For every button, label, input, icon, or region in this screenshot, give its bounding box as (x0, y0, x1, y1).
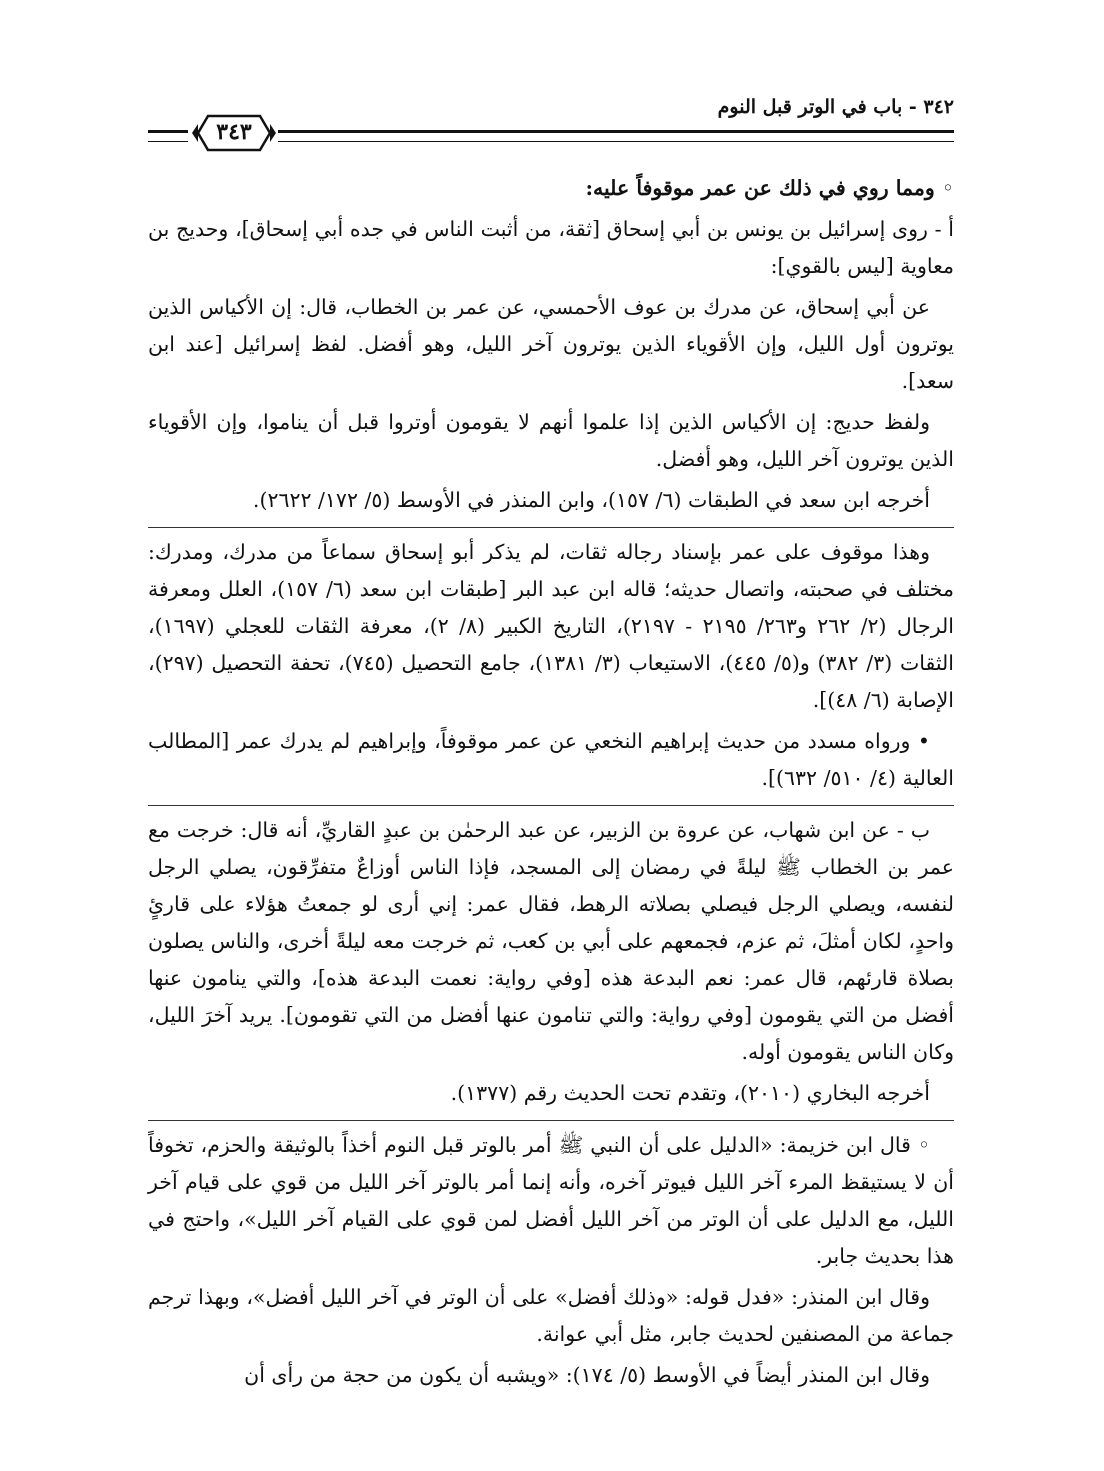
paragraph-item-alif: أ - روى إسرائيل بن يونس بن أبي إسحاق [ثقة، من أثبت الناس في جده أبي إسحاق]، وحديج بن معاوية [ليس بالقوي]: (148, 217, 954, 278)
header-rule-left (148, 130, 188, 142)
page-header (148, 92, 954, 152)
paragraph-musaddad: • ورواه مسدد من حديث إبراهيم النخعي عن عمر موقوفاً، وإبراهيم لم يدرك عمر [المطالب العالية (٤/ ٥١٠/ ٦٣٢)]. (148, 729, 954, 790)
paragraph-takhrij-bukhari: أخرجه البخاري (٢٠١٠)، وتقدم تحت الحديث رقم (١٣٧٧). (450, 1081, 930, 1105)
section-divider-2 (148, 805, 954, 806)
paragraph-hadij-wording: ولفظ حديج: إن الأكياس الذين إذا علموا أنهم لا يقومون أوتروا قبل أن يناموا، وإن الأقوياء الذين يوترون آخر الليل، وهو أفضل. (148, 410, 954, 471)
section-divider (148, 527, 954, 528)
chapter-title: ٣٤٢ - باب في الوتر قبل النوم (717, 96, 954, 118)
page-number-badge (188, 110, 280, 156)
paragraph-ibn-khuzaymah: ◦ قال ابن خزيمة: «الدليل على أن النبي ﷺ أمر بالوتر قبل النوم أخذاً بالوثيقة والحزم، تخوفاً أن لا يستيقظ المرء آخر الليل فيوتر آخره، وأنه إنما أمر بالوتر آخر الليل من قوي على قيام آخر الليل، مع الدليل على أن الوتر من آخر الليل أفضل لمن قوي على القيام آخر الليل»، واحتج في هذا بحديث جابر. (148, 1133, 954, 1268)
paragraph-isnad: عن أبي إسحاق، عن مدرك بن عوف الأحمسي، عن عمر بن الخطاب، قال: إن الأكياس الذين يوترون أول الليل، وإن الأقوياء الذين يوترون آخر الليل، وهو أفضل. لفظ إسرائيل [عند ابن سعد]. (148, 295, 954, 393)
page-number: ٣٤٣ (216, 119, 252, 145)
paragraph-item-ba: ب - عن ابن شهاب، عن عروة بن الزبير، عن عبد الرحمٰن بن عبدٍ القاريِّ، أنه قال: خرجت مع عمر بن الخطاب ﷺ ليلةً في رمضان إلى المسجد، فإذا الناس أوزاعٌ متفرِّقون، يصلي الرجل لنفسه، ويصلي الرجل فيصلي بصلاته الرهط، فقال عمر: إني أرى لو جمعتُ هؤلاء على قارئٍ واحدٍ، لكان أمثلَ، ثم عزم، فجمعهم على أبي بن كعب، ثم خرجت معه ليلةً أخرى، والناس يصلون بصلاة قارئهم، قال عمر: نعم البدعة هذه [وفي رواية: نعمت البدعة هذه]، والتي ينامون عنها أفضل من التي يقومون [وفي رواية: والتي تنامون عنها أفضل من التي تقومون]. يريد آخرَ الليل، وكان الناس يقومون أوله. (148, 818, 954, 1064)
section-heading-omar-mawquf: ◦ ومما روي في ذلك عن عمر موقوفاً عليه: (585, 176, 954, 200)
paragraph-ibn-mundhir: وقال ابن المنذر: «فدل قوله: «وذلك أفضل» على أن الوتر في آخر الليل أفضل»، وبهذا ترجم جماعة من المصنفين لحديث جابر، مثل أبي عوانة. (148, 1285, 954, 1346)
header-rule (278, 130, 954, 142)
paragraph-ruling: وهذا موقوف على عمر بإسناد رجاله ثقات، لم يذكر أبو إسحاق سماعاً من مدرك، ومدرك: مختلف في صحبته، واتصال حديثه؛ قاله ابن عبد البر [طبقات ابن سعد (٦/ ١٥٧)، العلل ومعرفة الرجال (٢/ ٢٦٢ و٢٦٣/ ٢١٩٥ - ٢١٩٧)، التاريخ الكبير (٨/ ٢)، معرفة الثقات للعجلي (١٦٩٧)، الثقات (٣/ ٣٨٢) و(٥/ ٤٤٥)، الاستيعاب (٣/ ١٣٨١)، جامع التحصيل (٧٤٥)، تحفة التحصيل (٢٩٧)، الإصابة (٦/ ٤٨)]. (148, 540, 954, 712)
page-body (148, 170, 954, 1398)
section-divider-3 (148, 1120, 954, 1121)
paragraph-takhrij-1: أخرجه ابن سعد في الطبقات (٦/ ١٥٧)، وابن المنذر في الأوسط (٥/ ١٧٢/ ٢٦٢٢). (252, 488, 930, 512)
paragraph-ibn-mundhir-awsat: وقال ابن المنذر أيضاً في الأوسط (٥/ ١٧٤): «ويشبه أن يكون من حجة من رأى أن (244, 1363, 930, 1387)
